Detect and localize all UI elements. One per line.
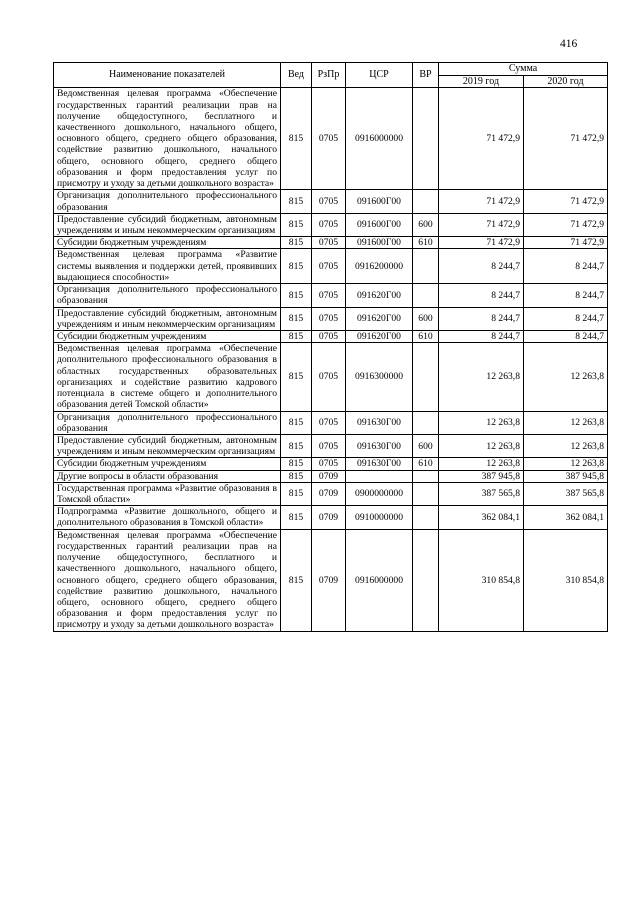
cell-rzpr: 0705: [312, 88, 346, 190]
cell-2020: 12 263,8: [524, 434, 608, 457]
cell-rzpr: 0705: [312, 190, 346, 213]
cell-ved: 815: [281, 284, 312, 307]
cell-ved: 815: [281, 506, 312, 529]
cell-name: Субсидии бюджетным учреждениям: [54, 458, 281, 470]
table-row: [54, 458, 608, 470]
cell-2019: 387 945,8: [439, 470, 524, 482]
page-number: 416: [560, 38, 578, 50]
cell-rzpr: 0705: [312, 284, 346, 307]
cell-ved: 815: [281, 190, 312, 213]
cell-rzpr: 0705: [312, 307, 346, 330]
cell-name: Ведомственная целевая программа «Обеспечение государственных гарантий реализации прав на получение общедоступного, бесплатного и качественного дошкольного, начального общего, основного общего, среднего общего образования, содействие развитию дошкольного, начального общего, основного общего, среднего общего образования и форм предоставления услуг по присмотру и уходу за детьми дошкольного возраста»: [54, 529, 281, 631]
header-rzpr: РзПр: [312, 63, 346, 88]
cell-2020: 362 084,1: [524, 506, 608, 529]
table-row: [54, 307, 608, 330]
cell-csr: 091600Г00: [346, 237, 413, 249]
cell-rzpr: 0705: [312, 411, 346, 434]
cell-2020: 71 472,9: [524, 190, 608, 213]
cell-rzpr: 0705: [312, 343, 346, 411]
cell-2020: 12 263,8: [524, 458, 608, 470]
cell-vr: 610: [413, 458, 439, 470]
cell-csr: 0916000000: [346, 88, 413, 190]
table-row: [54, 190, 608, 213]
cell-ved: 815: [281, 458, 312, 470]
cell-ved: 815: [281, 529, 312, 631]
table-row: [54, 411, 608, 434]
header-vr: ВР: [413, 63, 439, 88]
cell-rzpr: 0705: [312, 434, 346, 457]
cell-2019: 12 263,8: [439, 343, 524, 411]
cell-2020: 71 472,9: [524, 88, 608, 190]
cell-rzpr: 0709: [312, 529, 346, 631]
cell-2019: 387 565,8: [439, 482, 524, 505]
cell-2019: 8 244,7: [439, 249, 524, 284]
header-ved: Вед: [281, 63, 312, 88]
cell-name: Предоставление субсидий бюджетным, автономным учреждениям и иным некоммерческим организациям: [54, 434, 281, 457]
cell-csr: [346, 470, 413, 482]
cell-csr: 0916200000: [346, 249, 413, 284]
table-row: [54, 88, 608, 190]
table-row: [54, 284, 608, 307]
cell-csr: 091620Г00: [346, 330, 413, 342]
cell-csr: 091600Г00: [346, 190, 413, 213]
cell-ved: 815: [281, 330, 312, 342]
cell-2020: 8 244,7: [524, 249, 608, 284]
cell-2020: 12 263,8: [524, 411, 608, 434]
cell-name: Организация дополнительного профессионального образования: [54, 284, 281, 307]
cell-rzpr: 0705: [312, 330, 346, 342]
cell-rzpr: 0709: [312, 506, 346, 529]
cell-ved: 815: [281, 343, 312, 411]
cell-vr: [413, 506, 439, 529]
cell-ved: 815: [281, 249, 312, 284]
cell-2020: 310 854,8: [524, 529, 608, 631]
cell-rzpr: 0705: [312, 249, 346, 284]
cell-2019: 310 854,8: [439, 529, 524, 631]
cell-name: Подпрограмма «Развитие дошкольного, общего и дополнительного образования в Томской области»: [54, 506, 281, 529]
cell-2020: 8 244,7: [524, 330, 608, 342]
cell-ved: 815: [281, 482, 312, 505]
cell-2019: 71 472,9: [439, 213, 524, 236]
cell-2019: 71 472,9: [439, 237, 524, 249]
cell-2019: 362 084,1: [439, 506, 524, 529]
cell-2020: 12 263,8: [524, 343, 608, 411]
table-row: [54, 213, 608, 236]
cell-csr: 0916000000: [346, 529, 413, 631]
cell-rzpr: 0705: [312, 237, 346, 249]
cell-name: Другие вопросы в области образования: [54, 470, 281, 482]
cell-rzpr: 0709: [312, 470, 346, 482]
cell-name: Предоставление субсидий бюджетным, автономным учреждениям и иным некоммерческим организациям: [54, 307, 281, 330]
cell-name: Организация дополнительного профессионального образования: [54, 411, 281, 434]
cell-2020: 387 565,8: [524, 482, 608, 505]
cell-vr: 610: [413, 237, 439, 249]
table-row: [54, 249, 608, 284]
cell-name: Субсидии бюджетным учреждениям: [54, 237, 281, 249]
cell-name: Предоставление субсидий бюджетным, автономным учреждениям и иным некоммерческим организациям: [54, 213, 281, 236]
header-name: Наименование показателей: [54, 63, 281, 88]
cell-2019: 71 472,9: [439, 88, 524, 190]
cell-vr: [413, 529, 439, 631]
cell-name: Ведомственная целевая программа «Обеспечение дополнительного профессионального образования в областных государственных образовательных организациях и содействие развитию кадрового потенциала в системе общего и дополнительного образования детей Томской области»: [54, 343, 281, 411]
cell-ved: 815: [281, 213, 312, 236]
cell-2019: 8 244,7: [439, 330, 524, 342]
cell-csr: 091620Г00: [346, 284, 413, 307]
cell-ved: 815: [281, 434, 312, 457]
cell-csr: 091600Г00: [346, 213, 413, 236]
cell-csr: 091630Г00: [346, 434, 413, 457]
budget-table: [53, 62, 608, 632]
cell-vr: [413, 190, 439, 213]
cell-vr: 600: [413, 307, 439, 330]
table-row: [54, 434, 608, 457]
cell-2019: 12 263,8: [439, 411, 524, 434]
cell-name: Государственная программа «Развитие образования в Томской области»: [54, 482, 281, 505]
cell-ved: 815: [281, 307, 312, 330]
cell-csr: 091630Г00: [346, 411, 413, 434]
cell-csr: 091630Г00: [346, 458, 413, 470]
cell-vr: [413, 88, 439, 190]
table-row: [54, 529, 608, 631]
cell-2020: 8 244,7: [524, 284, 608, 307]
cell-vr: [413, 482, 439, 505]
cell-2019: 8 244,7: [439, 284, 524, 307]
cell-csr: 0916300000: [346, 343, 413, 411]
cell-2020: 8 244,7: [524, 307, 608, 330]
header-sum: Сумма: [439, 63, 608, 76]
cell-csr: 0900000000: [346, 482, 413, 505]
header-2020: 2020 год: [524, 75, 608, 88]
cell-name: Ведомственная целевая программа «Обеспечение государственных гарантий реализации прав на получение общедоступного, бесплатного и качественного дошкольного, начального общего, основного общего, среднего общего образования, содействие развитию дошкольного, начального общего, основного общего, среднего общего образования и форм предоставления услуг по присмотру и уходу за детьми дошкольного возраста»: [54, 88, 281, 190]
cell-vr: 600: [413, 434, 439, 457]
table-row: [54, 506, 608, 529]
cell-2019: 12 263,8: [439, 458, 524, 470]
cell-name: Организация дополнительного профессионального образования: [54, 190, 281, 213]
table-row: [54, 237, 608, 249]
cell-vr: 610: [413, 330, 439, 342]
cell-ved: 815: [281, 470, 312, 482]
cell-rzpr: 0705: [312, 213, 346, 236]
cell-2020: 387 945,8: [524, 470, 608, 482]
cell-ved: 815: [281, 237, 312, 249]
cell-ved: 815: [281, 411, 312, 434]
cell-vr: [413, 284, 439, 307]
table-row: [54, 482, 608, 505]
cell-name: Субсидии бюджетным учреждениям: [54, 330, 281, 342]
cell-rzpr: 0705: [312, 458, 346, 470]
cell-vr: [413, 343, 439, 411]
cell-csr: 091620Г00: [346, 307, 413, 330]
table-row: [54, 470, 608, 482]
cell-rzpr: 0709: [312, 482, 346, 505]
cell-2020: 71 472,9: [524, 237, 608, 249]
cell-vr: [413, 470, 439, 482]
cell-2019: 12 263,8: [439, 434, 524, 457]
header-csr: ЦСР: [346, 63, 413, 88]
cell-vr: [413, 249, 439, 284]
cell-2019: 8 244,7: [439, 307, 524, 330]
cell-csr: 0910000000: [346, 506, 413, 529]
header-2019: 2019 год: [439, 75, 524, 88]
cell-name: Ведомственная целевая программа «Развитие системы выявления и поддержки детей, проявивших выдающиеся способности»: [54, 249, 281, 284]
cell-vr: [413, 411, 439, 434]
cell-2020: 71 472,9: [524, 213, 608, 236]
table-row: [54, 343, 608, 411]
cell-ved: 815: [281, 88, 312, 190]
table-row: [54, 330, 608, 342]
cell-2019: 71 472,9: [439, 190, 524, 213]
cell-vr: 600: [413, 213, 439, 236]
